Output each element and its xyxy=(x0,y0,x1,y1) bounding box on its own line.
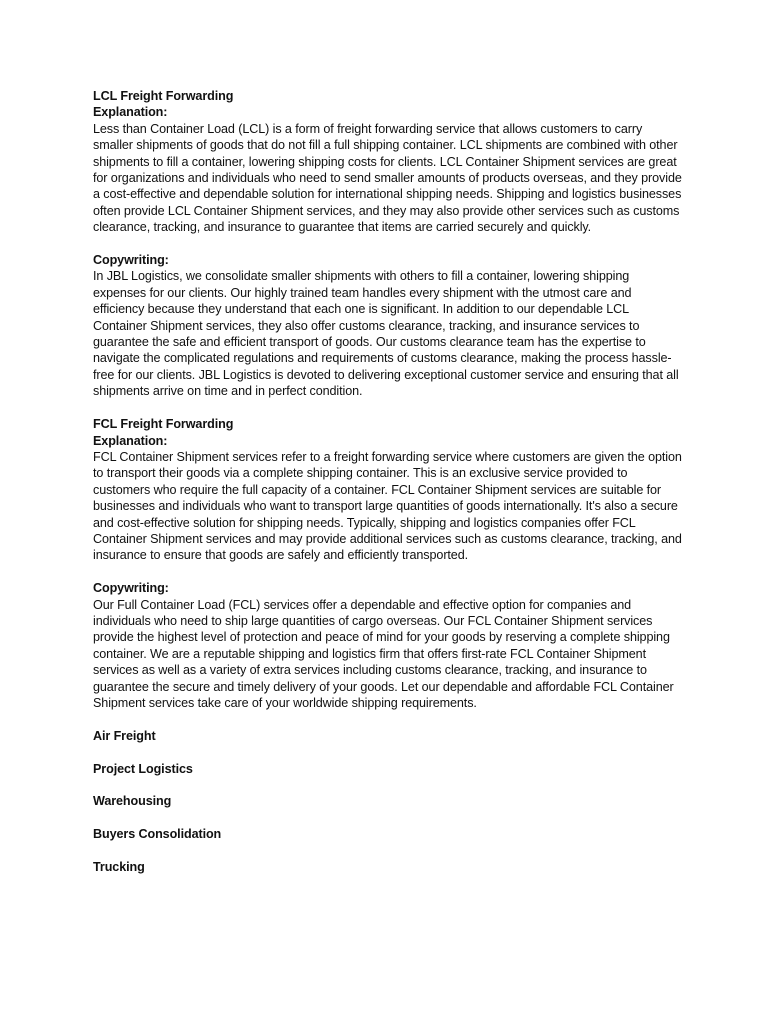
services-list xyxy=(93,728,683,876)
section-title: FCL Freight Forwarding xyxy=(93,417,234,432)
explanation-text: Less than Container Load (LCL) is a form of freight forwarding service that allows customers to carry smaller shipments of goods that do not fill a full shipping container. LCL shipments are combined with other shipments to fill a container, lowering shipping costs for clients. LCL Container Shipment services are great for organizations and individuals who need to send smaller amounts of products overseas, and they provide a cost-effective and dependable solution for international shipping needs. Shipping and logistics businesses often provide LCL Container Shipment services, and they may also provide other services such as customs clearance, tracking, and insurance to guarantee that items are carried securely and quickly. xyxy=(93,121,682,235)
spacer xyxy=(93,810,683,826)
section-fcl xyxy=(93,416,683,711)
service-air-freight: Air Freight xyxy=(93,728,156,743)
service-project-logistics: Project Logistics xyxy=(93,761,193,776)
spacer xyxy=(93,777,683,793)
spacer xyxy=(93,843,683,859)
copywriting-text: Our Full Container Load (FCL) services offer a dependable and effective option for companies and individuals who need to ship large quantities of cargo overseas. Our FCL Container Shipment services provide the highest level of protection and peace of mind for your goods by reserving a complete shipping container. We are a reputable shipping and logistics firm that offers first-rate FCL Container Shipment services as well as a variety of extra services including customs clearance, tracking, and insurance to guarantee the secure and timely delivery of your goods. Let our dependable and affordable FCL Container Shipment services take care of your worldwide shipping requirements. xyxy=(93,597,674,710)
service-trucking: Trucking xyxy=(93,859,145,874)
copywriting-label: Copywriting: xyxy=(93,253,169,268)
copywriting-text: In JBL Logistics, we consolidate smaller shipments with others to fill a container, lowering shipping expenses for our clients. Our highly trained team handles every shipment with the utmost care and efficiency because they understand that each one is significant. In addition to our dependable LCL Container Shipment services, they also offer customs clearance, tracking, and insurance services to guarantee the safe and efficient transport of goods. Our customs clearance team has the expertise to navigate the complicated regulations and requirements of customs clearance, making the process hassle-free for our clients. JBL Logistics is devoted to delivering exceptional customer service and ensuring that all shipments arrive on time and in perfect condition. xyxy=(93,269,679,399)
section-title: LCL Freight Forwarding xyxy=(93,89,234,103)
section-lcl xyxy=(93,88,683,400)
explanation-label: Explanation: xyxy=(93,105,168,120)
spacer xyxy=(93,564,683,580)
spacer xyxy=(93,236,683,252)
copywriting-label: Copywriting: xyxy=(93,581,169,596)
explanation-text: FCL Container Shipment services refer to a freight forwarding service where customers are given the option to transport their goods via a complete shipping container. This is an exclusive service provided to customers who require the full capacity of a container. FCL Container Shipment services are suitable for businesses and individuals who want to transport large quantities of goods internationally. It's also a secure and cost-effective solution for shipping needs. Typically, shipping and logistics companies offer FCL Container Shipment services and may provide additional services such as customs clearance, tracking, and insurance to ensure that goods are safely and efficiently transported. xyxy=(93,449,682,563)
document-page xyxy=(93,88,683,875)
spacer xyxy=(93,744,683,760)
spacer xyxy=(93,400,683,416)
spacer xyxy=(93,711,683,727)
service-warehousing: Warehousing xyxy=(93,794,172,809)
service-buyers-consolidation: Buyers Consolidation xyxy=(93,827,222,842)
explanation-label: Explanation: xyxy=(93,433,168,448)
